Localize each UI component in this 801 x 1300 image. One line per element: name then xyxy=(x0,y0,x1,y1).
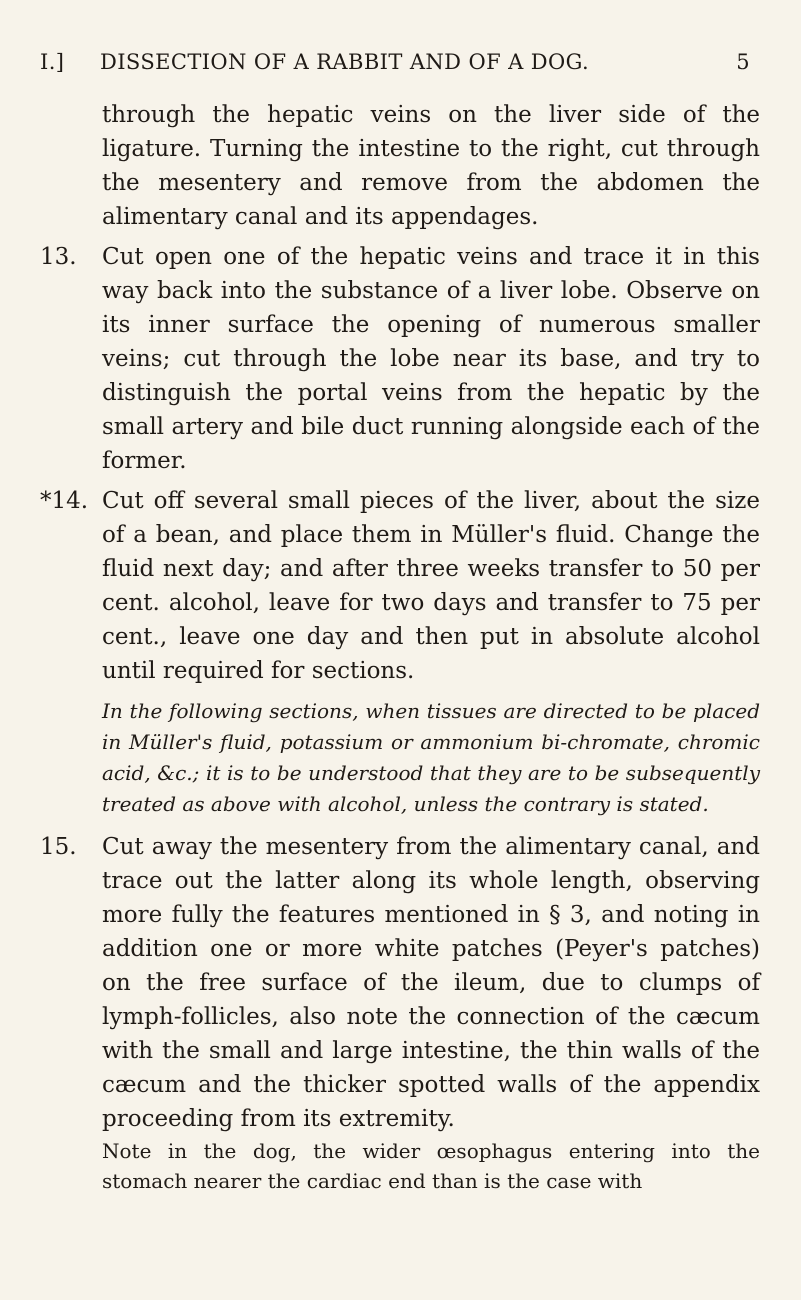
numbered-paragraph-15 xyxy=(40,830,760,1136)
italic-instruction-note: In the following sections, when tissues are directed to be placed in Müller's fluid, potassium or ammonium bi-chromate, chromic acid, &c.; it is to be understood that they are to be subsequently treated as above with alcohol, unless the contrary is stated. xyxy=(102,699,760,816)
paragraph-text: Cut open one of the hepatic veins and trace it in this way back into the substance of a liver lobe. Observe on its inner surface the opening of numerous smaller veins; cut through the lobe near its base, and try to distinguish the portal veins from the hepatic by the small artery and bile duct running alongside each of the former. xyxy=(102,244,760,474)
continued-paragraph: through the hepatic veins on the liver side of the ligature. Turning the intestine to the right, cut through the mesentery and remove from the abdomen the alimentary canal and its appendages. xyxy=(102,102,760,230)
numbered-paragraph-14 xyxy=(40,484,760,688)
dog-note: Note in the dog, the wider œsophagus entering into the stomach nearer the cardiac end than is the case with xyxy=(102,1139,760,1193)
page-number: 5 xyxy=(736,50,750,74)
paragraph-number: *14. xyxy=(40,488,89,514)
chapter-marker: I.] xyxy=(40,50,65,74)
paragraph-number: 13. xyxy=(40,244,77,270)
running-header xyxy=(40,50,750,90)
page-body xyxy=(40,98,760,1196)
running-title: DISSECTION OF A RABBIT AND OF A DOG. xyxy=(100,50,590,74)
paragraph-text: Cut away the mesentery from the alimentary canal, and trace out the latter along its whole length, observing more fully the features mentioned in § 3, and noting in addition one or more white patches (Peyer's patches) on the free surface of the ileum, due to clumps of lymph-follicles, also note the connection of the cæcum with the small and large intestine, the thin walls of the cæcum and the thicker spotted walls of the appendix proceeding from its extremity. xyxy=(102,834,760,1132)
numbered-paragraph-13 xyxy=(40,240,760,478)
paragraph-text: Cut off several small pieces of the liver, about the size of a bean, and place them in Müller's fluid. Change the fluid next day; and after three weeks transfer to 50 per cent. alcohol, leave for two days and transfer to 75 per cent., leave one day and then put in absolute alcohol until required for sections. xyxy=(102,488,760,684)
paragraph-number: 15. xyxy=(40,834,77,860)
